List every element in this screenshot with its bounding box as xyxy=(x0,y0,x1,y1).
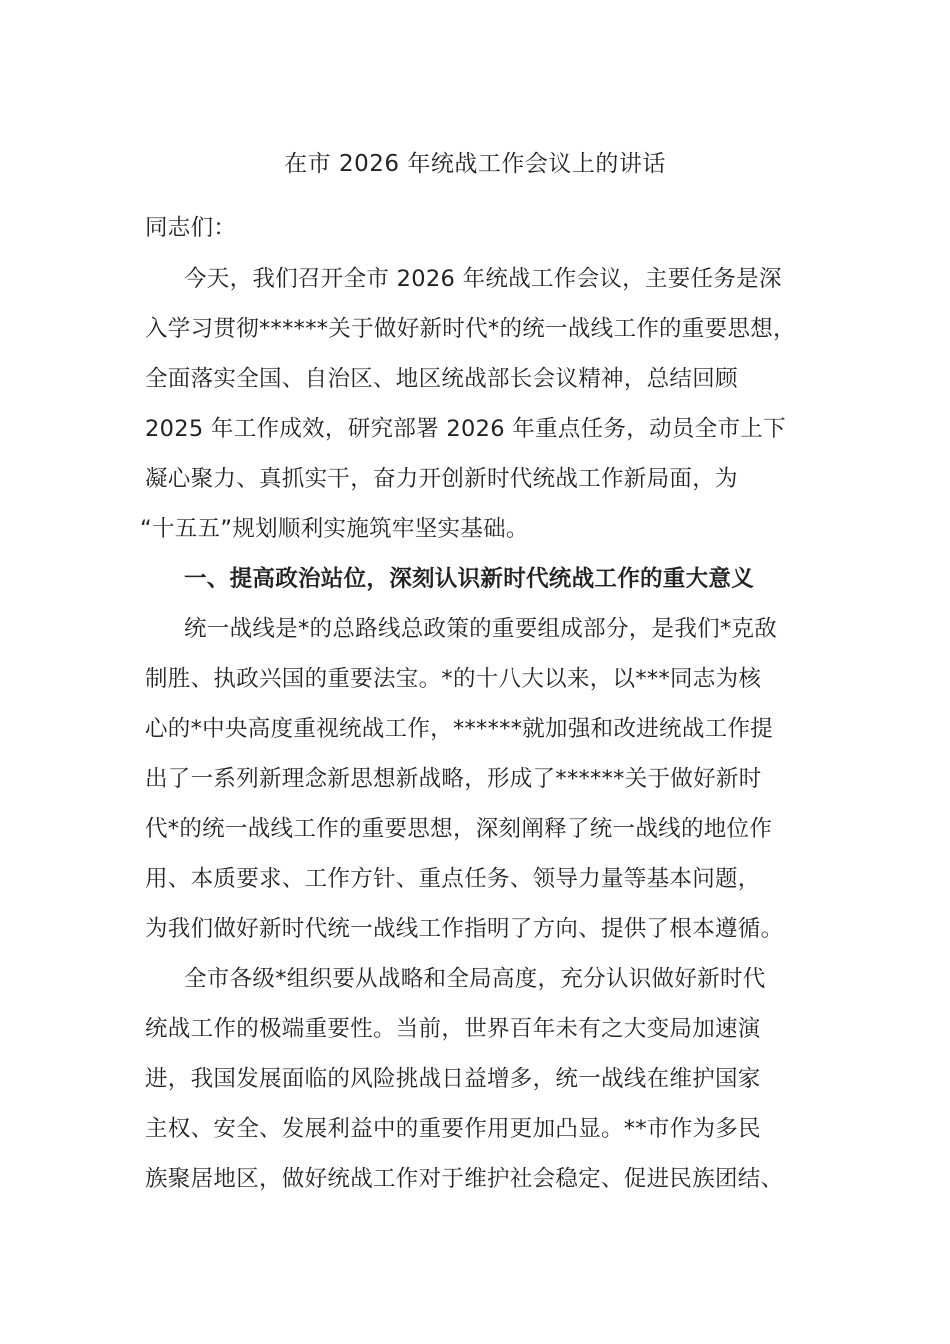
paragraph-line: 入学习贯彻******关于做好新时代*的统一战线工作的重要思想， xyxy=(145,316,796,342)
paragraph-line: 族聚居地区，做好统战工作对于维护社会稳定、促进民族团结、 xyxy=(145,1166,784,1192)
paragraph-line: 出了一系列新理念新思想新战略，形成了******关于做好新时 xyxy=(145,766,762,792)
paragraph-line: 2025 年工作成效，研究部署 2026 年重点任务，动员全市上下 xyxy=(145,416,786,442)
paragraph-line: 凝心聚力、真抓实干，奋力开创新时代统战工作新局面，为 xyxy=(145,466,738,492)
paragraph-line: 全面落实全国、自治区、地区统战部长会议精神，总结回顾 xyxy=(145,366,738,392)
paragraph-line: 今天，我们召开全市 2026 年统战工作会议，主要任务是深 xyxy=(184,266,782,292)
paragraph-line: 制胜、执政兴国的重要法宝。*的十八大以来，以***同志为核 xyxy=(145,666,762,692)
paragraph-line: 主权、安全、发展利益中的重要作用更加凸显。**市作为多民 xyxy=(145,1116,761,1142)
paragraph-line: 全市各级*组织要从战略和全局高度，充分认识做好新时代 xyxy=(184,966,766,992)
document-title: 在市 2026 年统战工作会议上的讲话 xyxy=(284,151,666,177)
paragraph-line: “十五五”规划顺利实施筑牢坚实基础。 xyxy=(140,516,529,542)
paragraph-line: 为我们做好新时代统一战线工作指明了方向、提供了根本遵循。 xyxy=(145,916,784,942)
paragraph-line: 统战工作的极端重要性。当前，世界百年未有之大变局加速演 xyxy=(145,1016,761,1042)
paragraph-line: 代*的统一战线工作的重要思想，深刻阐释了统一战线的地位作 xyxy=(145,816,773,842)
paragraph-line: 统一战线是*的总路线总政策的重要组成部分，是我们*克敌 xyxy=(184,616,778,642)
paragraph-line: 进，我国发展面临的风险挑战日益增多，统一战线在维护国家 xyxy=(145,1066,761,1092)
paragraph-line: 用、本质要求、工作方针、重点任务、领导力量等基本问题， xyxy=(145,866,761,892)
paragraph-line: 心的*中央高度重视统战工作，******就加强和改进统战工作提 xyxy=(145,716,774,742)
section-heading: 一、提高政治站位，深刻认识新时代统战工作的重大意义 xyxy=(184,566,755,592)
salutation: 同志们： xyxy=(145,215,237,241)
